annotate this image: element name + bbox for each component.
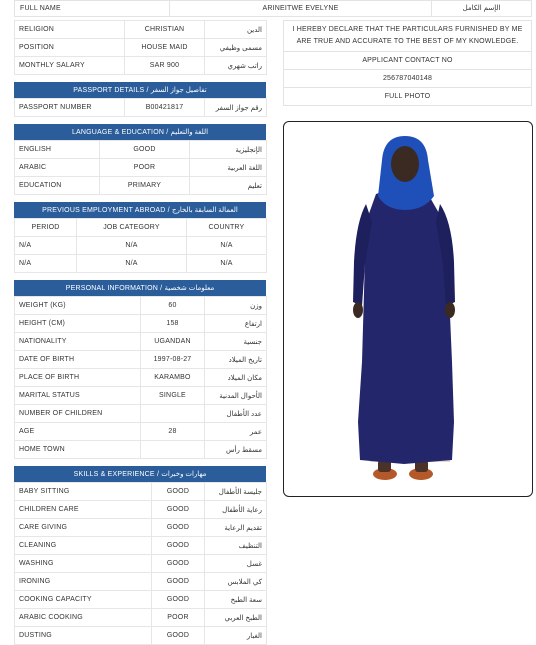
- table-row: [15, 315, 267, 333]
- number-of-children-label: NUMBER OF CHILDREN: [15, 405, 141, 423]
- country-cell: N/A: [187, 255, 267, 273]
- table-row: [15, 441, 267, 459]
- home-town-value: [141, 441, 205, 459]
- date-of-birth-label-ar: تاريخ الميلاد: [205, 351, 267, 369]
- skill-label-ar: جليسة الأطفال: [205, 483, 267, 501]
- weight-label: WEIGHT (KG): [15, 297, 141, 315]
- table-row: [15, 555, 267, 573]
- salary-label-ar: راتب شهري: [205, 57, 267, 75]
- skill-label: CLEANING: [15, 537, 152, 555]
- nationality-value: UGANDAN: [141, 333, 205, 351]
- english-label: ENGLISH: [15, 141, 100, 159]
- full-photo-label: FULL PHOTO: [283, 88, 532, 106]
- full-name-label: FULL NAME: [15, 1, 170, 16]
- date-of-birth-value: 1997-08-27: [141, 351, 205, 369]
- skill-label-ar: التنظيف: [205, 537, 267, 555]
- skill-value: GOOD: [152, 537, 205, 555]
- table-row: [15, 21, 267, 39]
- weight-label-ar: وزن: [205, 297, 267, 315]
- table-row: [15, 537, 267, 555]
- table-row: [15, 333, 267, 351]
- personal-table: [14, 296, 267, 459]
- table-row: [15, 627, 267, 645]
- skills-section-header: SKILLS & EXPERIENCE / مهارات وخبرات: [14, 466, 266, 482]
- arabic-label: ARABIC: [15, 159, 100, 177]
- arabic-value: POOR: [100, 159, 190, 177]
- skill-label: IRONING: [15, 573, 152, 591]
- passport-section-header: PASSPORT DETAILS / تفاصيل جواز السفر: [14, 82, 266, 98]
- table-row: [15, 369, 267, 387]
- employment-section-header: PREVIOUS EMPLOYMENT ABROAD / العمالة السابقة بالخارج: [14, 202, 266, 218]
- religion-label: RELIGION: [15, 21, 125, 39]
- job-category-cell: N/A: [77, 237, 187, 255]
- person-figure-image: [284, 122, 534, 498]
- age-value: 28: [141, 423, 205, 441]
- position-label-ar: مسمى وظيفي: [205, 39, 267, 57]
- passport-table: [14, 98, 267, 117]
- language-table: [14, 140, 267, 195]
- position-label: POSITION: [15, 39, 125, 57]
- skill-value: GOOD: [152, 555, 205, 573]
- full-photo: [283, 121, 533, 497]
- table-row: [15, 237, 267, 255]
- full-name-row: [14, 0, 532, 17]
- skill-label-ar: الغبار: [205, 627, 267, 645]
- height-label: HEIGHT (CM): [15, 315, 141, 333]
- table-row: [15, 519, 267, 537]
- table-row: [15, 141, 267, 159]
- skill-label: COOKING CAPACITY: [15, 591, 152, 609]
- table-row: [15, 177, 267, 195]
- skill-value: GOOD: [152, 519, 205, 537]
- table-row: [15, 57, 267, 75]
- full-name-label-ar: الإسم الكامل: [462, 5, 501, 12]
- skill-label-ar: غسل: [205, 555, 267, 573]
- table-row: [15, 387, 267, 405]
- religion-value: CHRISTIAN: [125, 21, 205, 39]
- home-town-label: HOME TOWN: [15, 441, 141, 459]
- weight-value: 60: [141, 297, 205, 315]
- place-of-birth-label: PLACE OF BIRTH: [15, 369, 141, 387]
- position-value: HOUSE MAID: [125, 39, 205, 57]
- skill-label: CARE GIVING: [15, 519, 152, 537]
- arabic-label-ar: اللغة العربية: [190, 159, 267, 177]
- skill-value: GOOD: [152, 501, 205, 519]
- table-row: [15, 39, 267, 57]
- basic-info-table: [14, 20, 267, 75]
- salary-label: MONTHLY SALARY: [15, 57, 125, 75]
- period-cell: N/A: [15, 255, 77, 273]
- marital-status-label: MARITAL STATUS: [15, 387, 141, 405]
- skill-value: GOOD: [152, 483, 205, 501]
- column-header-job-category: JOB CATEGORY: [77, 219, 187, 237]
- column-header-period: PERIOD: [15, 219, 77, 237]
- employment-table: [14, 218, 267, 273]
- column-header-country: COUNTRY: [187, 219, 267, 237]
- table-row: [15, 255, 267, 273]
- passport-number-label: PASSPORT NUMBER: [15, 99, 125, 117]
- table-row: [15, 99, 267, 117]
- nationality-label-ar: جنسية: [205, 333, 267, 351]
- salary-value: SAR 900: [125, 57, 205, 75]
- right-column: [283, 20, 532, 106]
- passport-number-value: B00421817: [125, 99, 205, 117]
- table-row: [15, 423, 267, 441]
- age-label: AGE: [15, 423, 141, 441]
- height-label-ar: ارتفاع: [205, 315, 267, 333]
- english-value: GOOD: [100, 141, 190, 159]
- table-row: [15, 591, 267, 609]
- language-section-header: LANGUAGE & EDUCATION / اللغة والتعليم: [14, 124, 266, 140]
- passport-number-label-ar: رقم جواز السفر: [205, 99, 267, 117]
- nationality-label: NATIONALITY: [15, 333, 141, 351]
- skill-label-ar: سعة الطبخ: [205, 591, 267, 609]
- table-header-row: [15, 219, 267, 237]
- period-cell: N/A: [15, 237, 77, 255]
- left-column: [14, 20, 266, 645]
- education-label: EDUCATION: [15, 177, 100, 195]
- skill-value: GOOD: [152, 627, 205, 645]
- number-of-children-label-ar: عدد الأطفال: [205, 405, 267, 423]
- skill-label-ar: رعاية الأطفال: [205, 501, 267, 519]
- skill-value: GOOD: [152, 591, 205, 609]
- skills-table: [14, 482, 267, 645]
- declaration-text: I HEREBY DECLARE THAT THE PARTICULARS FURNISHED BY ME ARE TRUE AND ACCURATE TO THE BEST OF MY KNOWLEDGE.: [283, 20, 532, 52]
- skill-value: GOOD: [152, 573, 205, 591]
- religion-label-ar: الدين: [205, 21, 267, 39]
- table-row: [15, 609, 267, 627]
- number-of-children-value: [141, 405, 205, 423]
- table-row: [15, 573, 267, 591]
- table-row: [15, 159, 267, 177]
- contact-value: 256787040148: [283, 70, 532, 88]
- height-value: 158: [141, 315, 205, 333]
- job-category-cell: N/A: [77, 255, 187, 273]
- marital-status-value: SINGLE: [141, 387, 205, 405]
- skill-label: WASHING: [15, 555, 152, 573]
- table-row: [15, 351, 267, 369]
- full-name-value: ARINEITWE EVELYNE: [170, 1, 432, 16]
- table-row: [15, 405, 267, 423]
- table-row: [15, 483, 267, 501]
- country-cell: N/A: [187, 237, 267, 255]
- table-row: [15, 501, 267, 519]
- education-label-ar: تعليم: [190, 177, 267, 195]
- age-label-ar: عمر: [205, 423, 267, 441]
- personal-section-header: PERSONAL INFORMATION / معلومات شخصية: [14, 280, 266, 296]
- place-of-birth-label-ar: مكان الميلاد: [205, 369, 267, 387]
- education-value: PRIMARY: [100, 177, 190, 195]
- skill-label: CHILDREN CARE: [15, 501, 152, 519]
- skill-label-ar: كي الملابس: [205, 573, 267, 591]
- marital-status-label-ar: الأحوال المدنية: [205, 387, 267, 405]
- english-label-ar: الإنجليزية: [190, 141, 267, 159]
- skill-label: BABY SITTING: [15, 483, 152, 501]
- skill-value: POOR: [152, 609, 205, 627]
- contact-label: APPLICANT CONTACT NO: [283, 52, 532, 70]
- skill-label-ar: الطبخ العربي: [205, 609, 267, 627]
- skill-label: DUSTING: [15, 627, 152, 645]
- skill-label: ARABIC COOKING: [15, 609, 152, 627]
- home-town-label-ar: مسقط رأس: [205, 441, 267, 459]
- skill-label-ar: تقديم الرعاية: [205, 519, 267, 537]
- place-of-birth-value: KARAMBO: [141, 369, 205, 387]
- table-row: [15, 297, 267, 315]
- date-of-birth-label: DATE OF BIRTH: [15, 351, 141, 369]
